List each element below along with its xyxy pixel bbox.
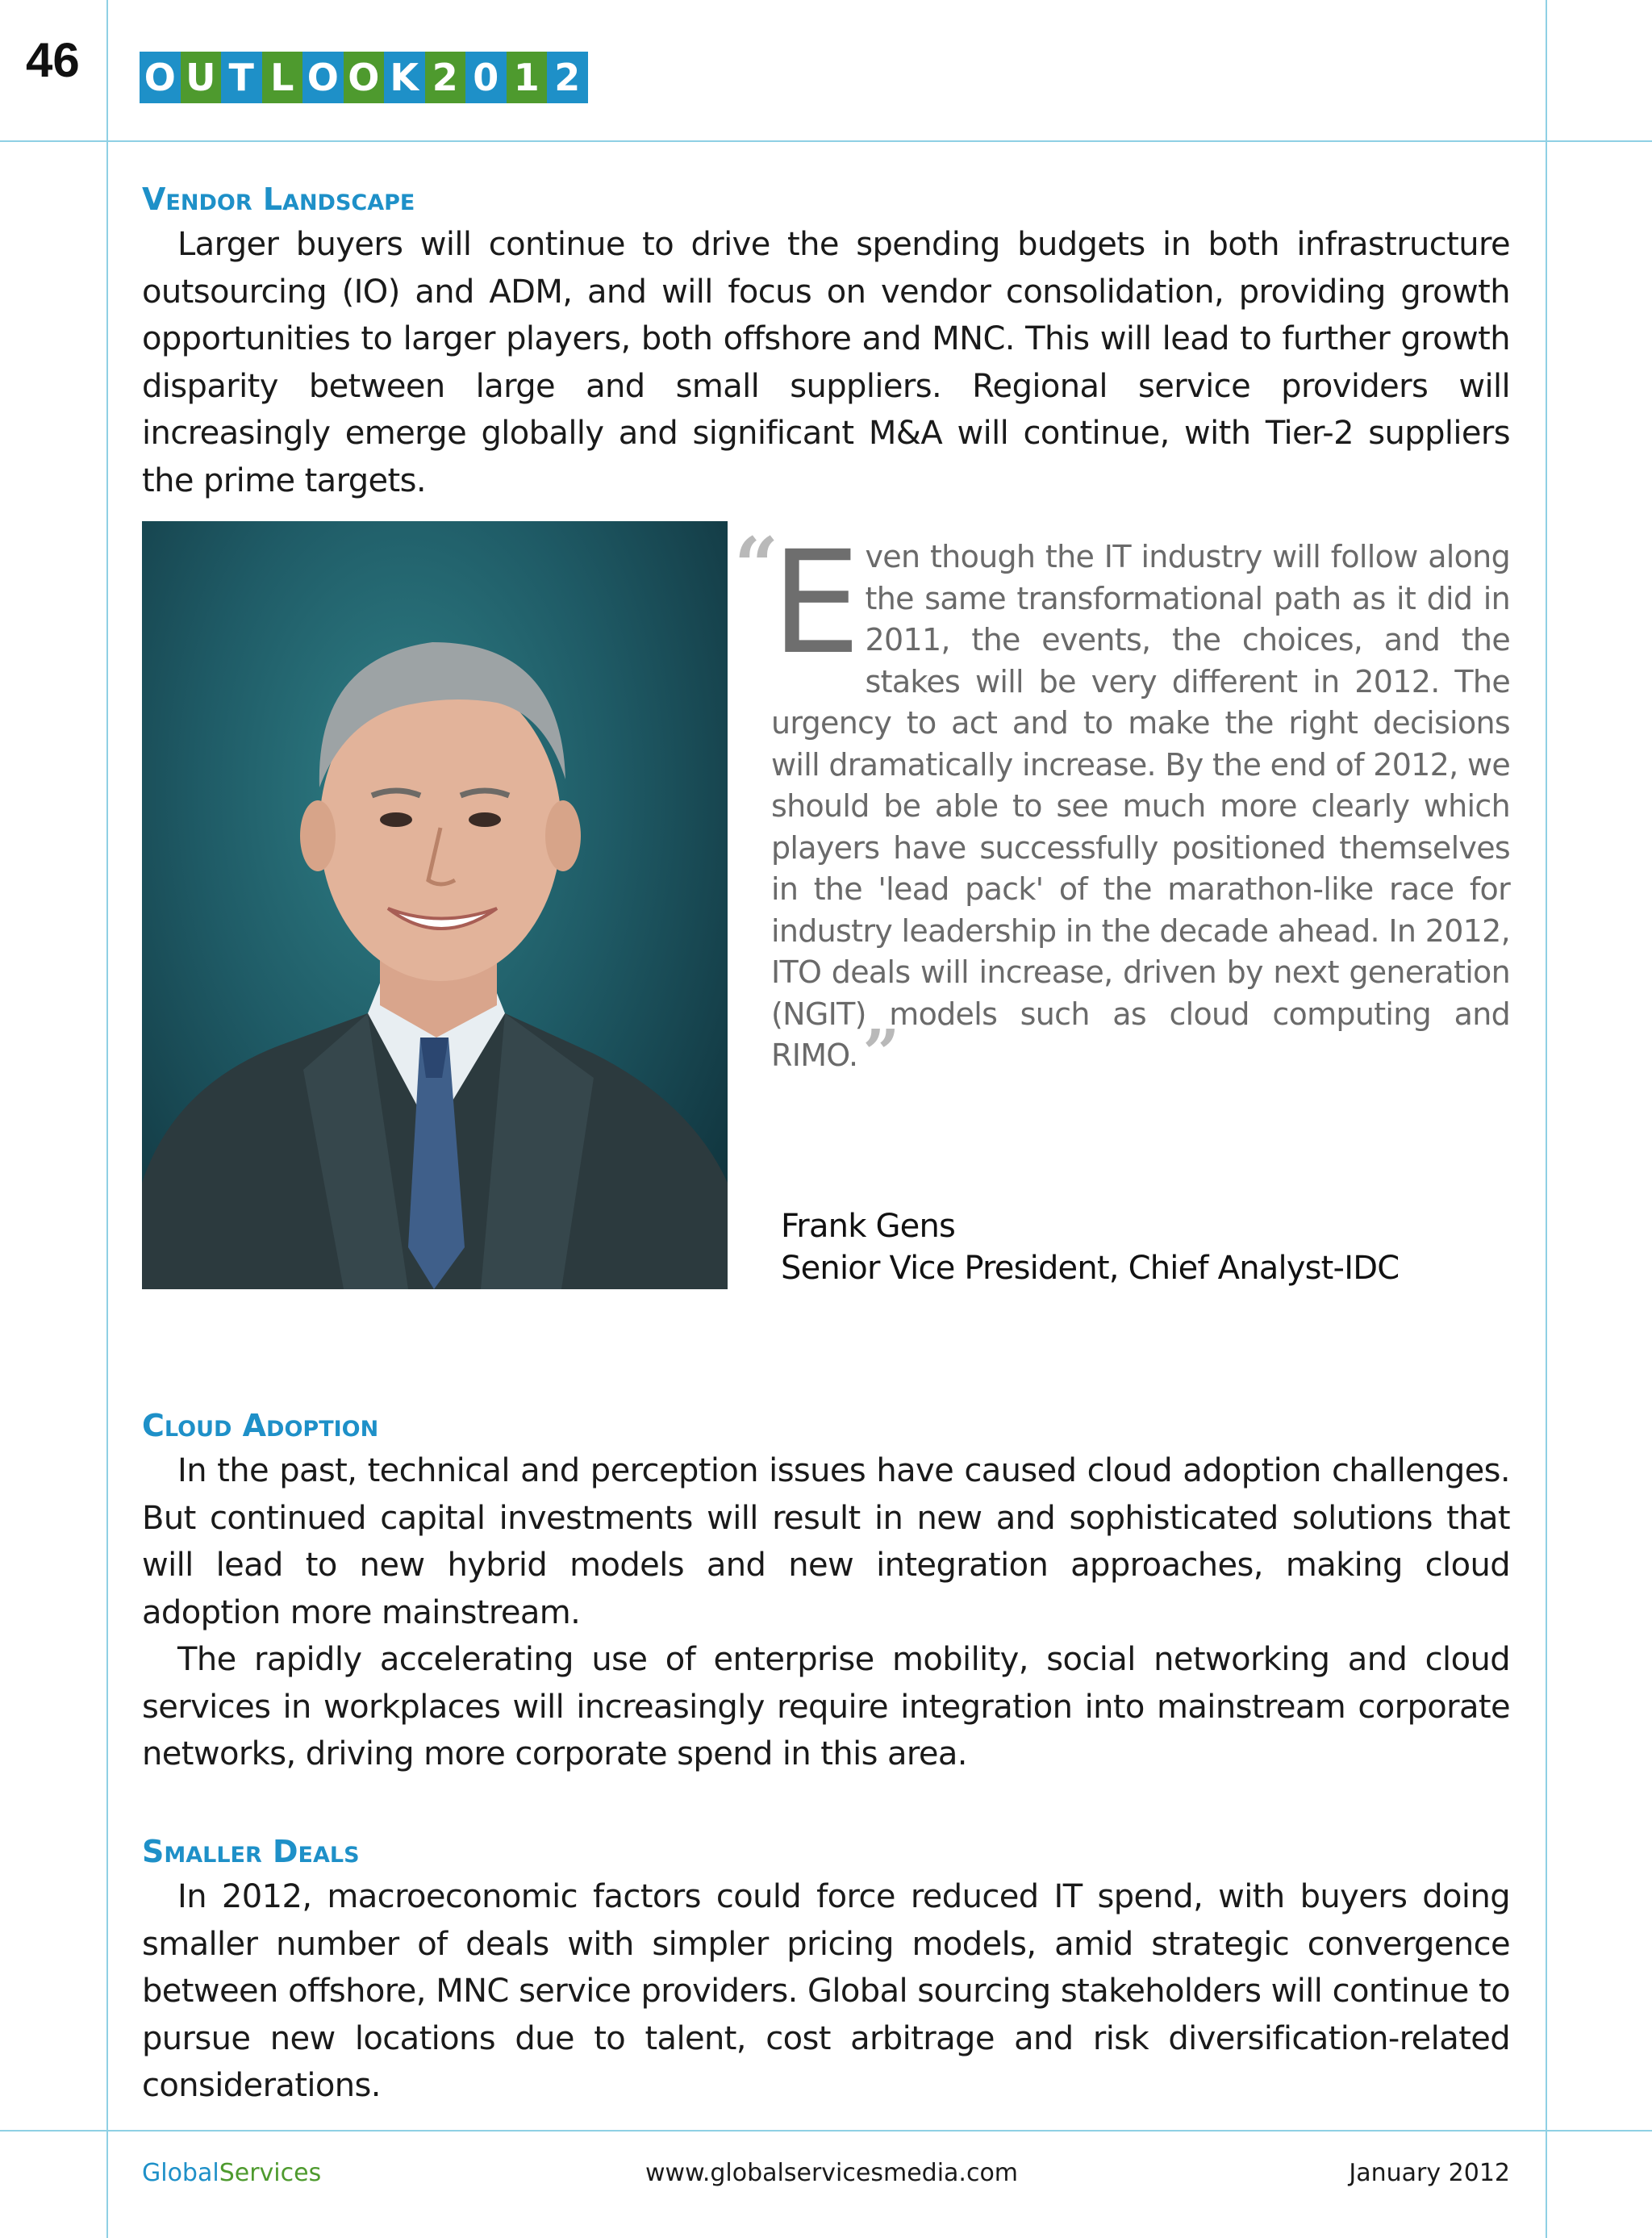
open-quote-mark: “ [734, 520, 779, 612]
paragraph: In the past, technical and perception issues have caused cloud adoption challenges. But continued capital investments will result in new and sophisticated solutions that will lead to new hybrid models and new integration approaches, making cloud adoption more mainstream. [142, 1452, 1510, 1631]
masthead-letter: O [302, 52, 344, 103]
portrait-photo [142, 521, 728, 1289]
masthead-letter: O [140, 52, 181, 103]
masthead-letter: O [344, 52, 385, 103]
drop-cap: E [771, 520, 861, 686]
masthead-letter: 1 [507, 52, 548, 103]
right-margin-rule [1546, 0, 1547, 2238]
quote-body: ven though the IT industry will follow along the same transformational path as it did in 2011, the events, the choices, and the stakes will be very different in 2012. The urgency to act and to make the right decisions will dramatically increase. By the end of 2012, we should be able to see much more clearly which players have successfully positioned themselves in the 'lead pack' of the marathon-like race for industry leadership in the decade ahead. In 2012, ITO deals will increase, driven by next generation (NGIT) models such as cloud computing and RIMO. [771, 539, 1510, 1073]
paragraph: In 2012, macroeconomic factors could force reduced IT spend, with buyers doing smaller number of deals with simpler pricing models, amid strategic convergence between offshore, MNC service providers. Global sourcing stakeholders will continue to pursue new locations due to talent, cost arbitrage and risk diversification-related considerations. [142, 1878, 1510, 2104]
quote-author-role: Senior Vice President, Chief Analyst-IDC [781, 1250, 1400, 1287]
masthead-outlook-2012 [140, 52, 588, 103]
section-title: Vendor Landscape [142, 182, 415, 217]
quote-text [771, 520, 1510, 1091]
masthead-letter: 0 [465, 52, 507, 103]
footer-brand-global: Global [142, 2159, 219, 2187]
close-quote-mark: ” [862, 1015, 899, 1091]
portrait-illustration [142, 521, 728, 1289]
footer-url: www.globalservicesmedia.com [645, 2159, 1019, 2187]
masthead-letter: 2 [547, 52, 588, 103]
section-cloud-adoption [142, 1404, 1510, 1778]
masthead-letter: 2 [425, 52, 466, 103]
masthead-letter: L [262, 52, 303, 103]
paragraph: Larger buyers will continue to drive the spending budgets in both infrastructure outsourcing (IO) and ADM, and will focus on vendor consolidation, providing growth opportunities to larger players, both offshore and MNC. This will lead to further growth disparity between large and small suppliers. Regional service providers will increasingly emerge globally and significant M&A will continue, with Tier-2 suppliers the prime targets. [142, 226, 1510, 499]
masthead-letter: U [181, 52, 222, 103]
paragraph: The rapidly accelerating use of enterprise mobility, social networking and cloud services in workplaces will increasingly require integration into mainstream corporate networks, driving more corporate spend in this area. [142, 1641, 1510, 1772]
section-vendor-landscape [142, 177, 1510, 504]
quote-attribution [781, 1205, 1399, 1289]
section-title: Smaller Deals [142, 1834, 360, 1869]
masthead-letter: K [384, 52, 425, 103]
masthead-letter: T [221, 52, 262, 103]
section-title: Cloud Adoption [142, 1408, 379, 1443]
footer-brand-services: Services [219, 2159, 322, 2187]
pull-quote [734, 520, 1510, 1091]
footer-rule [0, 2130, 1652, 2132]
left-margin-rule [106, 0, 108, 2238]
page-number: 46 [26, 33, 80, 87]
quote-author-name: Frank Gens [781, 1208, 956, 1245]
footer-date: January 2012 [1349, 2159, 1510, 2187]
header-rule [0, 140, 1652, 142]
footer-brand [142, 2159, 321, 2187]
section-smaller-deals [142, 1830, 1510, 2110]
